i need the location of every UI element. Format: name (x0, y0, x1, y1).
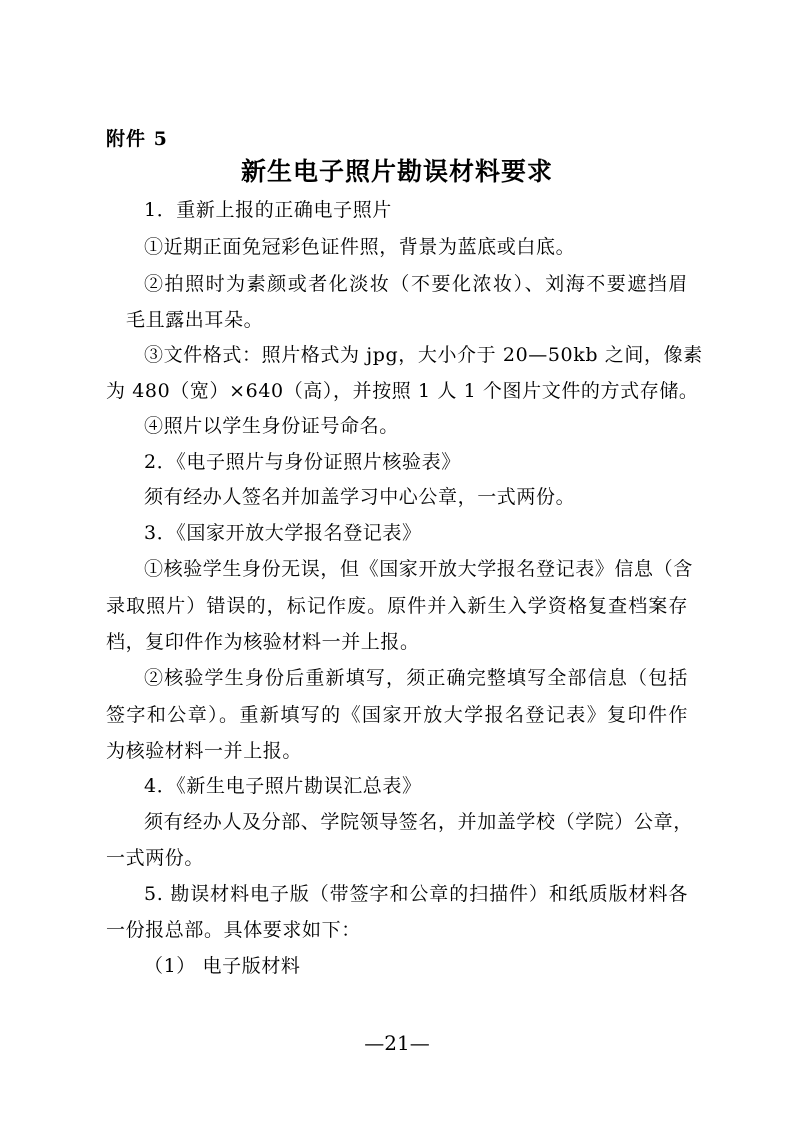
page-number: —21— (364, 1031, 430, 1055)
section-4-heading: 4．《新生电子照片勘误汇总表》 (144, 775, 422, 797)
body-line: ④照片以学生身份证号命名。 (144, 415, 399, 437)
subsection-heading: （1） 电子版材料 (144, 955, 301, 977)
body-line: 档，复印件作为核验材料一并上报。 (106, 631, 420, 653)
section-5-heading: 5. 勘误材料电子版（带签字和公章的扫描件）和纸质版材料各 (144, 883, 688, 905)
attachment-label: 附件 5 (106, 128, 168, 150)
section-2-heading: 2．《电子照片与身份证照片核验表》 (144, 451, 461, 473)
body-line: ③文件格式：照片格式为 jpg，大小介于 20—50kb 之间，像素 (144, 344, 703, 366)
section-1-heading: 1．重新上报的正确电子照片 (144, 199, 392, 221)
body-line: 为 480（宽）×640（高），并按照 1 人 1 个图片文件的方式存储。 (106, 380, 699, 402)
body-line: 须有经办人签名并加盖学习中心公章，一式两份。 (144, 486, 576, 508)
body-line: ②拍照时为素颜或者化淡妆（不要化浓妆）、刘海不要遮挡眉 (144, 273, 688, 295)
body-line: 为核验材料一并上报。 (106, 740, 303, 762)
body-line: 须有经办人及分部、学院领导签名，并加盖学校（学院）公章， (144, 811, 693, 833)
body-line: 一份报总部。具体要求如下： (106, 919, 361, 941)
body-line: 一式两份。 (106, 847, 205, 869)
body-line: 录取照片）错误的，标记作废。原件并入新生入学资格复查档案存 (106, 595, 688, 617)
body-line: 毛且露出耳朵。 (126, 309, 264, 331)
section-3-heading: 3．《国家开放大学报名登记表》 (144, 522, 422, 544)
body-line: ②核验学生身份后重新填写，须正确完整填写全部信息（包括 (144, 667, 688, 689)
body-line: ①核验学生身份无误，但《国家开放大学报名登记表》信息（含 (144, 558, 693, 580)
document-title: 新生电子照片勘误材料要求 (240, 157, 553, 186)
body-line: ①近期正面免冠彩色证件照，背景为蓝底或白底。 (144, 236, 576, 258)
body-line: 签字和公章）。重新填写的《国家开放大学报名登记表》复印件作 (106, 704, 688, 726)
